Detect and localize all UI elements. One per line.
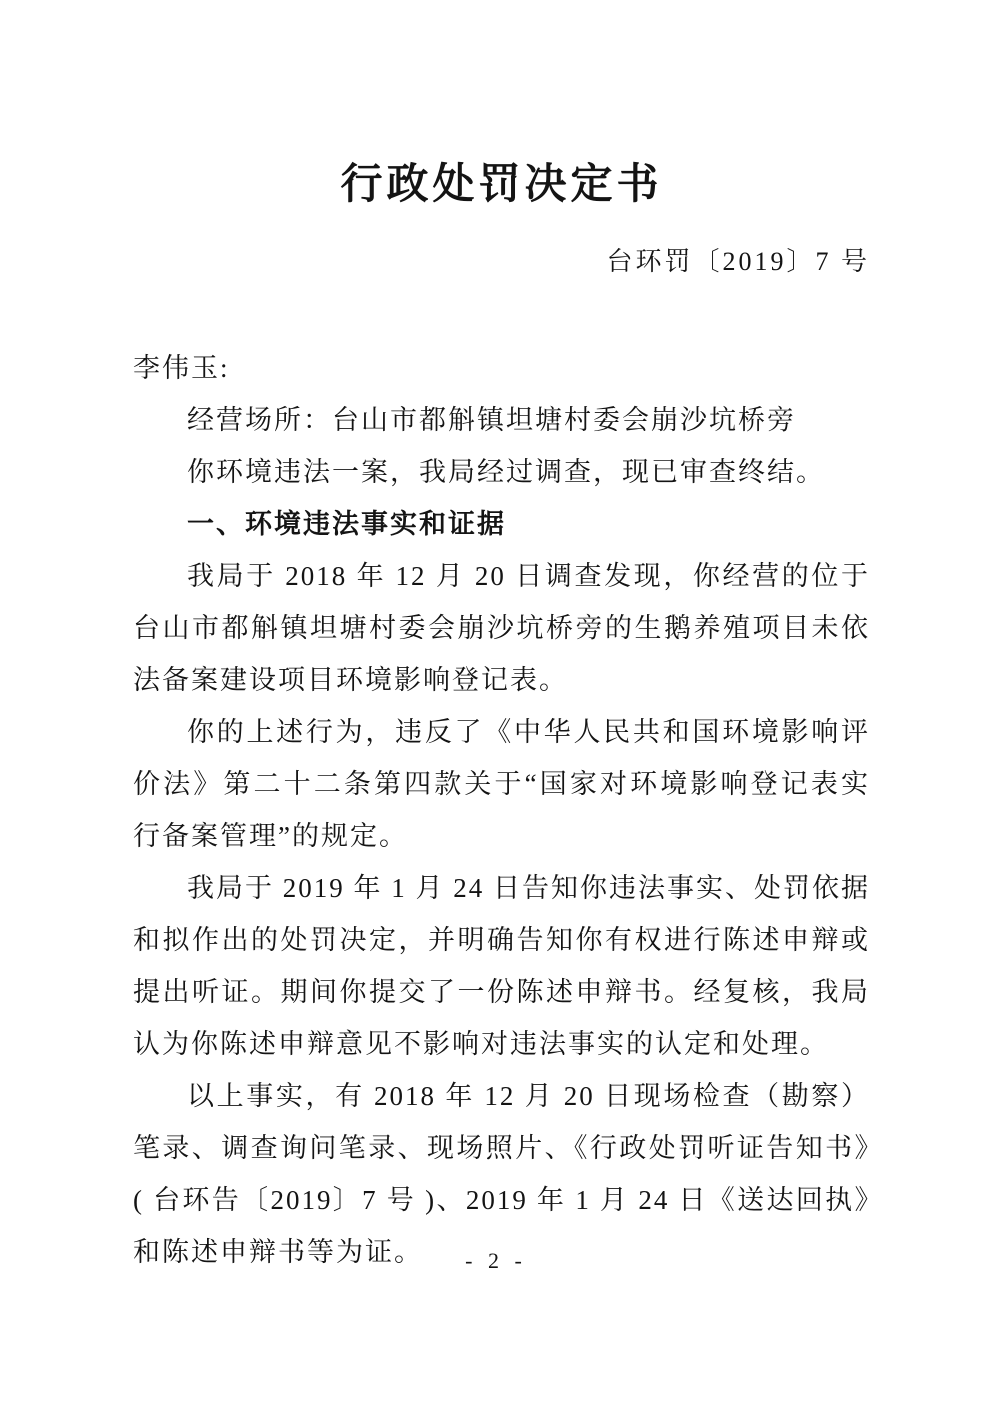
addressee: 李伟玉:: [133, 353, 230, 383]
paragraph-evidence-list: 以上事实，有 2018 年 12 月 20 日现场检查（勘察）笔录、调查询问笔录、现场照片、《行政处罚听证告知书》( 台环告〔2019〕7 号 )、2019 年 1 月 24 日《送达回执》和陈述申辩书等为证。: [133, 1081, 870, 1267]
paragraph-notification-defense: 我局于 2019 年 1 月 24 日告知你违法事实、处罚依据和拟作出的处罚决定，并明确告知你有权进行陈述申辩或提出听证。期间你提交了一份陈述申辩书。经复核，我局认为你陈述申辩意见不影响对违法事实的认定和处理。: [133, 873, 870, 1059]
case-status-line: 你环境违法一案，我局经过调查，现已审查终结。: [187, 457, 825, 487]
paragraph-law-violated: 你的上述行为，违反了《中华人民共和国环境影响评价法》第二十二条第四款关于“国家对环境影响登记表实行备案管理”的规定。: [133, 717, 870, 851]
page-number: - 2 -: [465, 1248, 527, 1273]
document-body: [133, 342, 870, 1278]
section-heading-facts-evidence: 一、环境违法事实和证据: [187, 509, 506, 539]
paragraph-investigation-finding: 我局于 2018 年 12 月 20 日调查发现，你经营的位于台山市都斛镇坦塘村委会崩沙坑桥旁的生鹅养殖项目未依法备案建设项目环境影响登记表。: [133, 561, 870, 695]
business-location-line: 经营场所：台山市都斛镇坦塘村委会崩沙坑桥旁: [187, 405, 796, 435]
document-content: [133, 0, 870, 1278]
document-number: 台环罚〔2019〕7 号: [606, 247, 870, 276]
document-title: 行政处罚决定书: [340, 162, 663, 208]
